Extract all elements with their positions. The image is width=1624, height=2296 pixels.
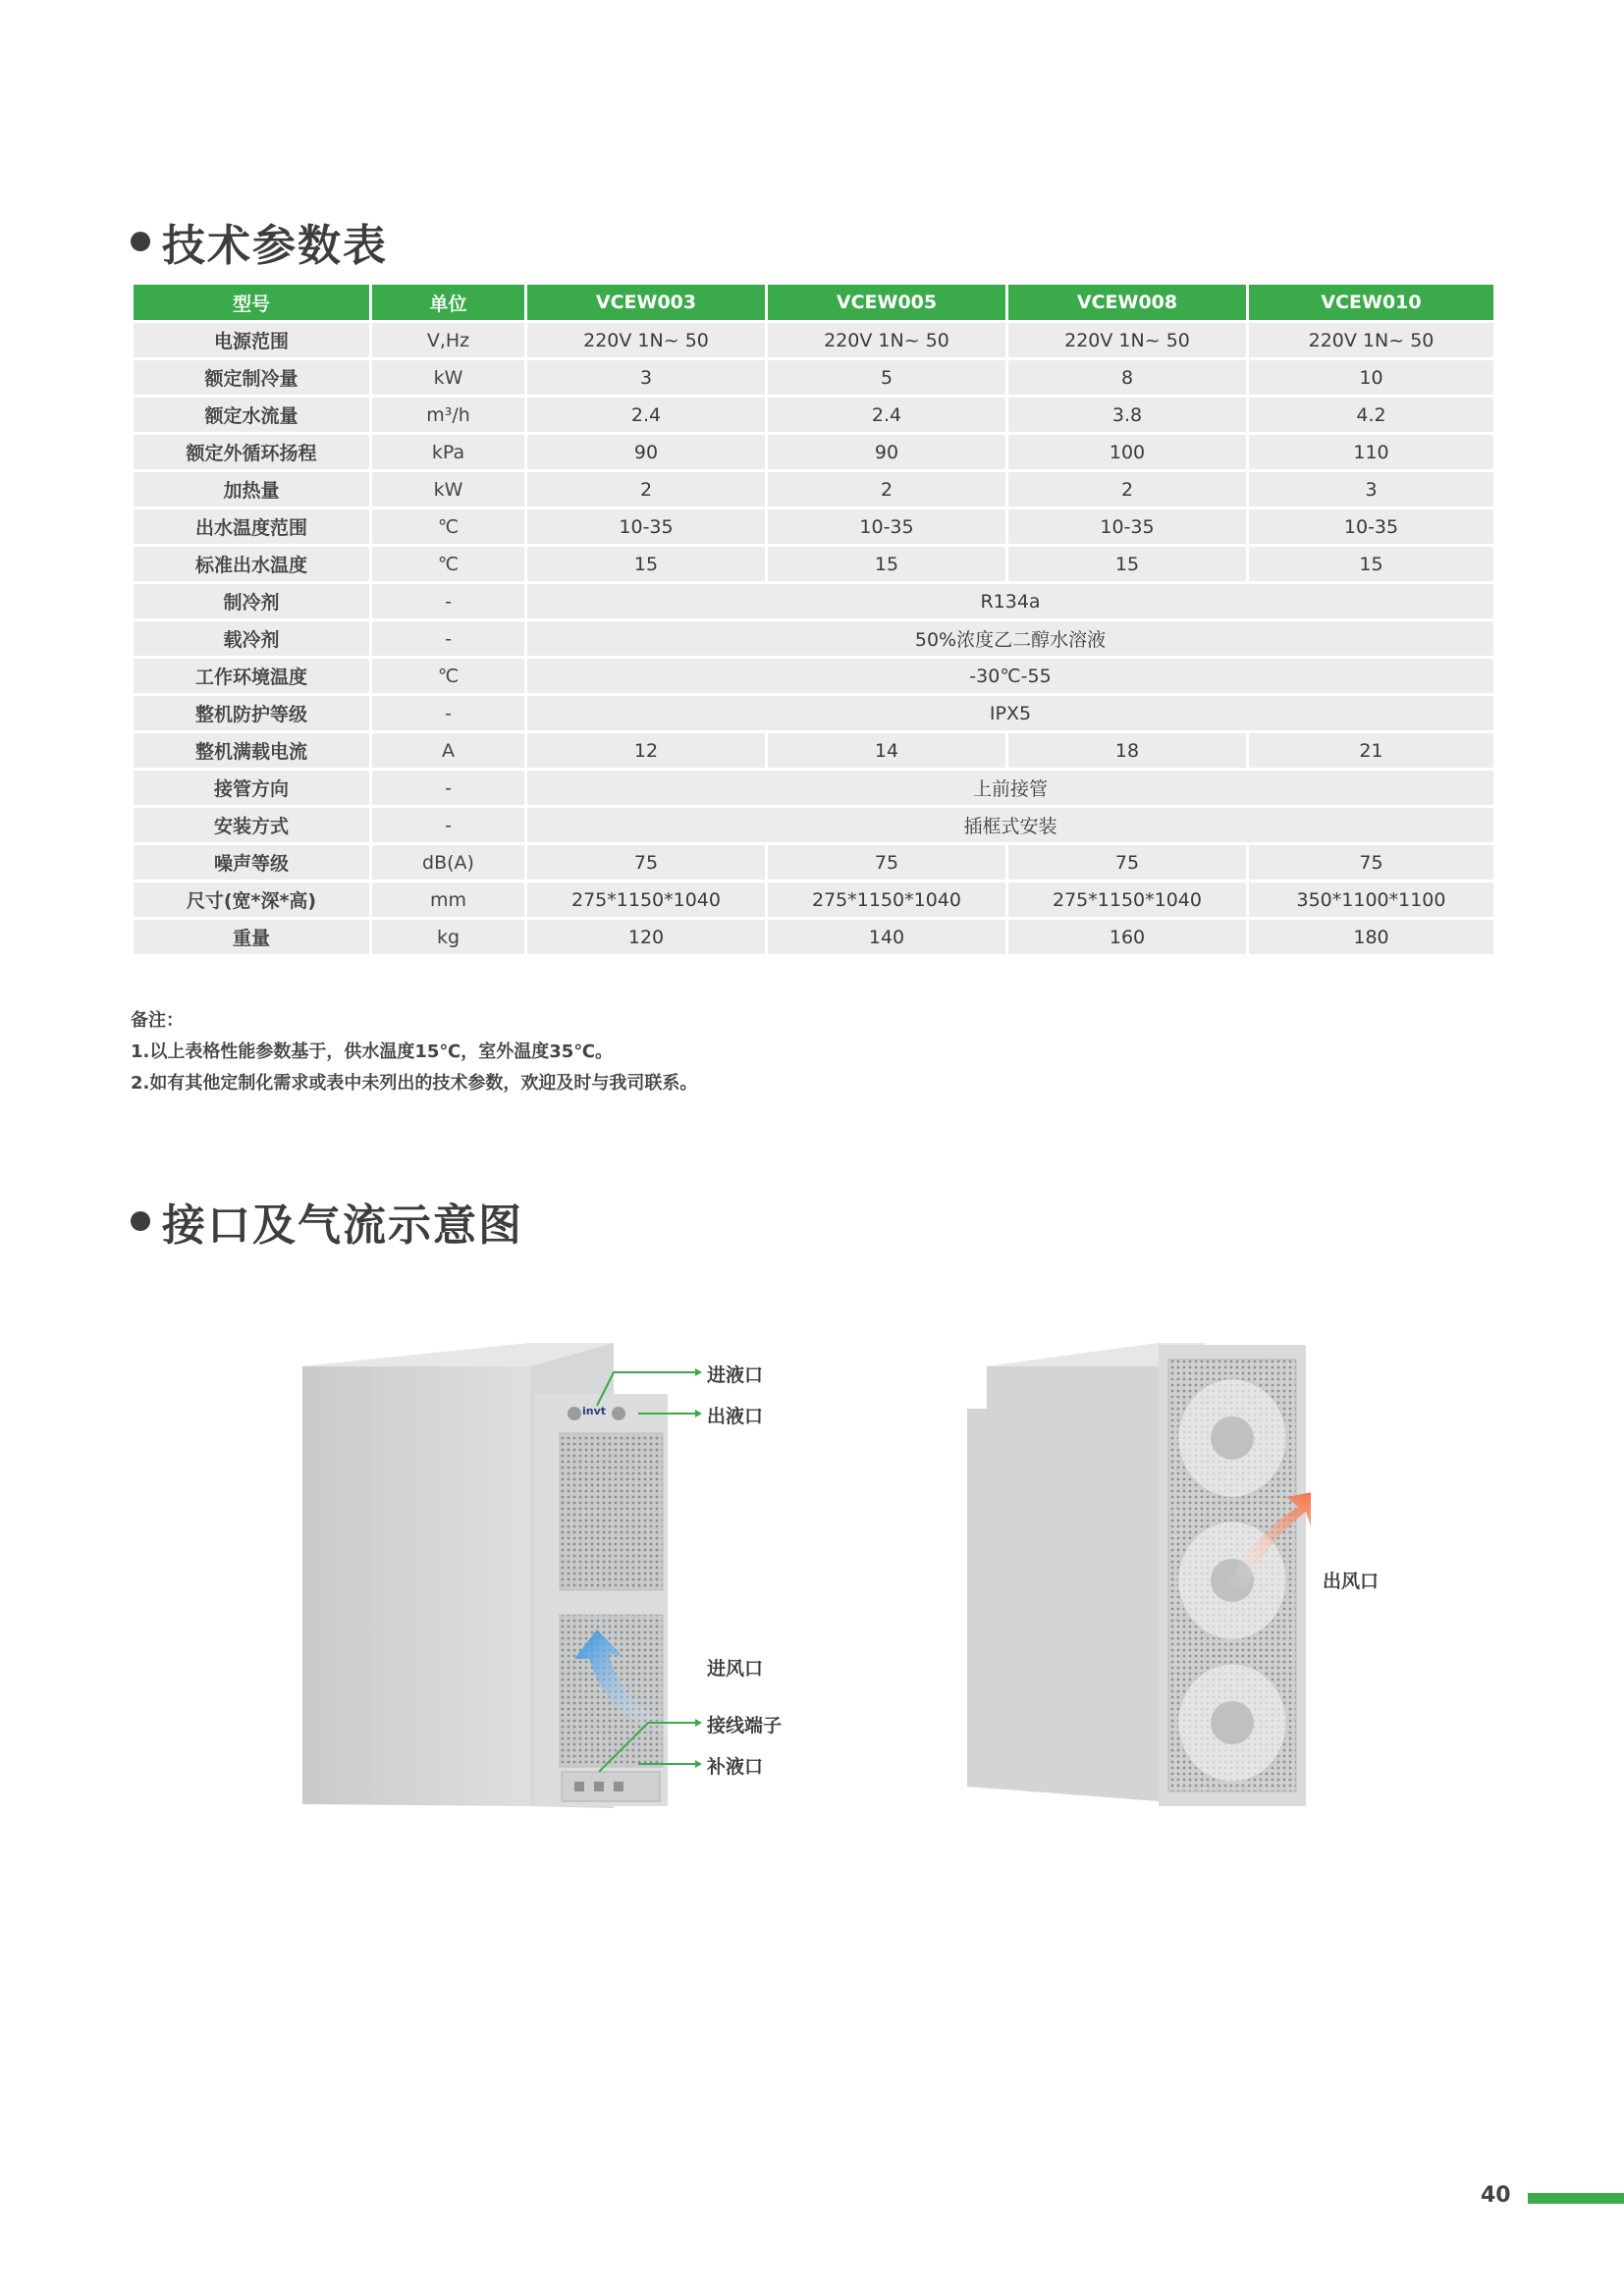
value-cell: 2	[768, 472, 1005, 507]
param-name-cell: 额定制冷量	[134, 360, 369, 395]
value-cell: 90	[527, 435, 765, 469]
value-cell: 90	[768, 435, 1005, 469]
value-cell: 3	[527, 360, 765, 395]
label-air-outlet: 出风口	[1323, 1571, 1380, 1592]
table-row	[134, 435, 1493, 469]
bullet-icon	[131, 1211, 150, 1231]
value-cell: 110	[1249, 435, 1493, 469]
table-row	[134, 845, 1493, 880]
header-vcew008: VCEW008	[1008, 285, 1246, 320]
label-air-inlet: 进风口	[707, 1658, 764, 1680]
label-inlet-liquid: 进液口	[707, 1364, 764, 1386]
label-refill: 补液口	[707, 1756, 764, 1778]
table-row	[134, 808, 1493, 842]
value-cell: 8	[1008, 360, 1246, 395]
value-cell: 14	[768, 733, 1005, 768]
value-cell: 10-35	[527, 509, 765, 544]
value-cell: 220V 1N~ 50	[1249, 323, 1493, 357]
back-unit-image	[957, 1335, 1311, 1816]
unit-cell: m³/h	[372, 398, 524, 432]
table-row	[134, 659, 1493, 693]
value-cell: 10-35	[1249, 509, 1493, 544]
table-row	[134, 360, 1493, 395]
merged-value-cell: R134a	[527, 584, 1493, 618]
front-logo: invt	[582, 1405, 607, 1417]
param-name-cell: 电源范围	[134, 323, 369, 357]
header-vcew010: VCEW010	[1249, 285, 1493, 320]
value-cell: 350*1100*1100	[1249, 882, 1493, 917]
header-vcew003: VCEW003	[527, 285, 765, 320]
value-cell: 4.2	[1249, 398, 1493, 432]
unit-cell: V,Hz	[372, 323, 524, 357]
value-cell: 220V 1N~ 50	[527, 323, 765, 357]
merged-value-cell: 50%浓度乙二醇水溶液	[527, 621, 1493, 656]
value-cell: 15	[527, 547, 765, 581]
unit-cell: -	[372, 621, 524, 656]
table-row	[134, 696, 1493, 730]
param-name-cell: 制冷剂	[134, 584, 369, 618]
header-vcew005: VCEW005	[768, 285, 1005, 320]
value-cell: 140	[768, 920, 1005, 954]
notes-line-1: 1.以上表格性能参数基于，供水温度15℃，室外温度35℃。	[131, 1041, 614, 1062]
value-cell: 10	[1249, 360, 1493, 395]
table-row	[134, 882, 1493, 917]
param-name-cell: 安装方式	[134, 808, 369, 842]
merged-value-cell: -30℃-55	[527, 659, 1493, 693]
param-name-cell: 接管方向	[134, 771, 369, 805]
table-row	[134, 584, 1493, 618]
spec-section-title	[131, 210, 388, 273]
value-cell: 21	[1249, 733, 1493, 768]
notes-line-2: 2.如有其他定制化需求或表中未列出的技术参数，欢迎及时与我司联系。	[131, 1073, 698, 1094]
header-model: 型号	[134, 285, 369, 320]
header-unit: 单位	[372, 285, 524, 320]
param-name-cell: 出水温度范围	[134, 509, 369, 544]
unit-cell: ℃	[372, 659, 524, 693]
unit-cell: -	[372, 584, 524, 618]
value-cell: 275*1150*1040	[527, 882, 765, 917]
unit-cell: -	[372, 771, 524, 805]
label-outlet-liquid: 出液口	[707, 1406, 764, 1427]
value-cell: 275*1150*1040	[1008, 882, 1246, 917]
unit-cell: kg	[372, 920, 524, 954]
param-name-cell: 标准出水温度	[134, 547, 369, 581]
value-cell: 10-35	[1008, 509, 1246, 544]
param-name-cell: 尺寸(宽*深*高)	[134, 882, 369, 917]
value-cell: 75	[1008, 845, 1246, 880]
value-cell: 275*1150*1040	[768, 882, 1005, 917]
value-cell: 75	[768, 845, 1005, 880]
value-cell: 15	[768, 547, 1005, 581]
footer-accent-bar	[1528, 2193, 1624, 2204]
value-cell: 10-35	[768, 509, 1005, 544]
notes-block	[131, 1005, 697, 1099]
value-cell: 15	[1249, 547, 1493, 581]
table-row	[134, 621, 1493, 656]
table-row	[134, 323, 1493, 357]
value-cell: 220V 1N~ 50	[768, 323, 1005, 357]
table-row	[134, 472, 1493, 507]
value-cell: 2.4	[768, 398, 1005, 432]
param-name-cell: 额定水流量	[134, 398, 369, 432]
value-cell: 3	[1249, 472, 1493, 507]
value-cell: 3.8	[1008, 398, 1246, 432]
notes-heading: 备注：	[131, 1010, 184, 1031]
spec-table	[131, 282, 1496, 957]
unit-cell: kPa	[372, 435, 524, 469]
value-cell: 18	[1008, 733, 1246, 768]
bullet-icon	[131, 232, 150, 251]
param-name-cell: 噪声等级	[134, 845, 369, 880]
unit-cell: dB(A)	[372, 845, 524, 880]
unit-cell: kW	[372, 360, 524, 395]
table-row	[134, 920, 1493, 954]
value-cell: 120	[527, 920, 765, 954]
merged-value-cell: IPX5	[527, 696, 1493, 730]
value-cell: 2	[1008, 472, 1246, 507]
value-cell: 2	[527, 472, 765, 507]
diagram-section-title	[131, 1190, 523, 1253]
table-row	[134, 509, 1493, 544]
value-cell: 15	[1008, 547, 1246, 581]
page-number: 40	[1481, 2183, 1511, 2208]
table-row	[134, 733, 1493, 768]
unit-cell: kW	[372, 472, 524, 507]
unit-cell: mm	[372, 882, 524, 917]
value-cell: 100	[1008, 435, 1246, 469]
label-terminal: 接线端子	[707, 1715, 783, 1736]
param-name-cell: 工作环境温度	[134, 659, 369, 693]
value-cell: 5	[768, 360, 1005, 395]
param-name-cell: 整机满载电流	[134, 733, 369, 768]
unit-cell: A	[372, 733, 524, 768]
param-name-cell: 整机防护等级	[134, 696, 369, 730]
param-name-cell: 额定外循环扬程	[134, 435, 369, 469]
value-cell: 220V 1N~ 50	[1008, 323, 1246, 357]
merged-value-cell: 上前接管	[527, 771, 1493, 805]
param-name-cell: 加热量	[134, 472, 369, 507]
value-cell: 75	[527, 845, 765, 880]
param-name-cell: 载冷剂	[134, 621, 369, 656]
value-cell: 12	[527, 733, 765, 768]
unit-cell: -	[372, 808, 524, 842]
value-cell: 160	[1008, 920, 1246, 954]
value-cell: 180	[1249, 920, 1493, 954]
unit-cell: ℃	[372, 509, 524, 544]
table-row	[134, 398, 1493, 432]
unit-cell: ℃	[372, 547, 524, 581]
front-leader-lines	[589, 1355, 702, 1796]
value-cell: 75	[1249, 845, 1493, 880]
value-cell: 2.4	[527, 398, 765, 432]
spec-title-text: 技术参数表	[162, 221, 388, 271]
diagram-title-text: 接口及气流示意图	[162, 1201, 523, 1251]
table-header-row	[134, 285, 1493, 320]
table-row	[134, 547, 1493, 581]
param-name-cell: 重量	[134, 920, 369, 954]
table-row	[134, 771, 1493, 805]
merged-value-cell: 插框式安装	[527, 808, 1493, 842]
unit-cell: -	[372, 696, 524, 730]
